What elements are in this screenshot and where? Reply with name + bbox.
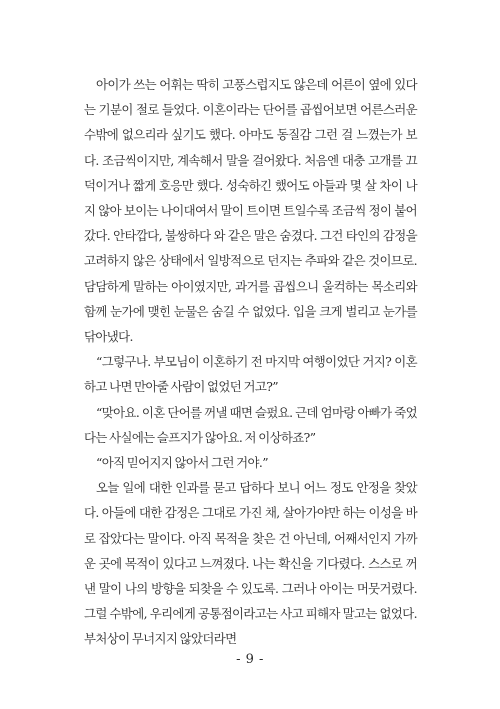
dialogue-paragraph: “그렇구나. 부모님이 이혼하기 전 마지막 여행이었단 거지? 이혼하고 나면 만아줄 사람이 없었던 거고?” <box>84 354 417 395</box>
body-text <box>84 72 417 652</box>
paragraph: 오늘 일에 대한 인과를 묻고 답하다 보니 어느 정도 안정을 찾았다. 아들에 대한 감정은 그대로 가진 채, 살아가야만 하는 이성을 바로 잡았다는 말이다. 아직 목적을 찾은 건 아닌데, 어째서인지 가까운 곳에 목적이 있다고 느껴졌다. 나는 확신을 기다렸다. 스스로 꺼낸 말이 나의 방향을 되찾을 수 있도록. 그러나 아이는 머뭇거렸다. 그럴 수밖에, 우리에게 공통점이라고는 사고 피해자 말고는 없었다. 부처상이 무너지지 않았더라면 <box>84 480 417 647</box>
page-number: - 9 - <box>236 652 264 667</box>
paragraph: 아이가 쓰는 어휘는 딱히 고풍스럽지도 않은데 어른이 옆에 있다는 기분이 절로 들었다. 이혼이라는 단어를 곱씹어보면 어른스러운 수밖에 없으리라 싶기도 했다. 아마도 동질감 그런 걸 느꼈는가 보다. 조금씩이지만, 계속해서 말을 걸어왔다. 처음엔 대충 고개를 끄덕이거나 짧게 호응만 했다. 성숙하긴 했어도 아들과 몇 살 차이 나지 않아 보이는 나이대여서 말이 트이면 트일수록 조금씩 정이 붙어갔다. 안타깝다, 불쌍하다 와 같은 말은 숨겼다. 그건 타인의 감정을 고려하지 않은 상태에서 일방적으로 던지는 추파와 같은 것이므로. 담담하게 말하는 아이였지만, 과거를 곱씹으니 울컥하는 목소리와 함께 눈가에 맺힌 눈물은 숨길 수 없었다. 입을 크게 벌리고 눈가를 닦아냈다. <box>84 77 417 345</box>
dialogue-paragraph: “아직 믿어지지 않아서 그런 거야.” <box>96 455 268 471</box>
dialogue-paragraph: “맞아요. 이혼 단어를 꺼낼 때면 슬펐요. 근데 엄마랑 아빠가 죽었다는 사실에는 슬프지가 않아요. 저 이상하죠?” <box>84 404 417 445</box>
